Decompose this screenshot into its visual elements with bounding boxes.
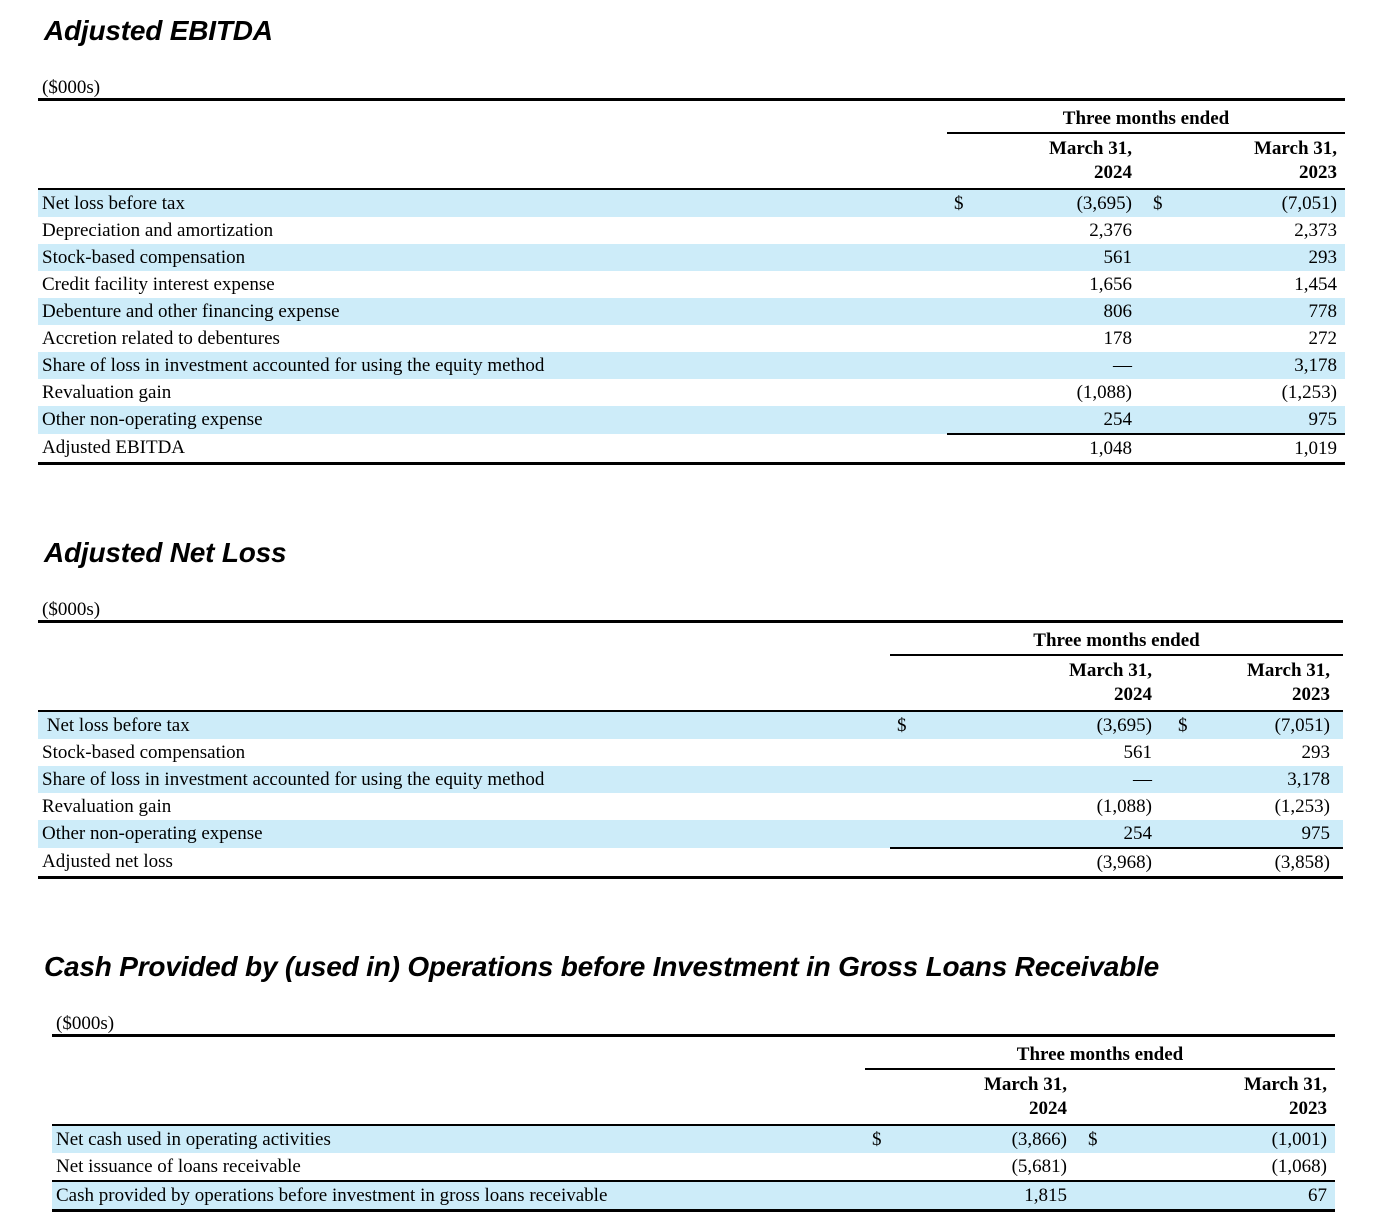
row-label: Revaluation gain [42, 381, 172, 403]
row-label: Other non-operating expense [38, 820, 890, 848]
value-2023: (1,253) [1281, 381, 1338, 403]
currency-symbol-2024 [890, 739, 920, 766]
value-2023: (1,068) [1271, 1155, 1328, 1177]
table-row [38, 298, 1345, 325]
header-spacer [38, 133, 947, 189]
value-2024: 254 [977, 406, 1140, 434]
row-label: Net loss before tax [38, 189, 947, 217]
value-2024: 2,376 [1089, 219, 1132, 241]
header-spacer [38, 655, 890, 711]
adjusted-net-loss-table [38, 628, 1343, 879]
header-spacer [38, 628, 890, 655]
currency-symbol-2024 [890, 848, 920, 878]
units-label: ($000s) [52, 1014, 1335, 1037]
column-header-2024 [865, 1069, 1075, 1125]
table-row [38, 217, 1345, 244]
period-header-row [52, 1042, 1335, 1069]
table-row [52, 1153, 1335, 1181]
table-row [38, 820, 1343, 848]
currency-symbol-2024 [947, 406, 977, 434]
value-2023: 293 [1301, 741, 1331, 763]
value-2024: (3,695) [977, 189, 1140, 217]
column-header-year: 2023 [1292, 684, 1331, 705]
column-header-year: 2023 [1299, 162, 1338, 183]
currency-symbol-2023 [1140, 298, 1176, 325]
value-2024: — [977, 352, 1140, 379]
currency-symbol-2023 [1140, 352, 1176, 379]
currency-symbol-2024 [947, 298, 977, 325]
column-header-year: 2023 [1289, 1098, 1328, 1119]
value-2024: 806 [977, 298, 1140, 325]
row-label: Accretion related to debentures [42, 327, 280, 349]
row-label: Adjusted EBITDA [38, 434, 947, 464]
currency-symbol-2024 [890, 766, 920, 793]
column-header-month: March 31, [1246, 660, 1331, 681]
row-label: Net cash used in operating activities [52, 1125, 865, 1153]
row-label: Net loss before tax [38, 711, 890, 739]
column-header-month: March 31, [1048, 138, 1132, 159]
currency-symbol-2023 [1140, 325, 1176, 352]
column-header-2023 [1075, 1069, 1335, 1125]
column-header-year: 2024 [1114, 684, 1152, 705]
currency-symbol-2023 [1165, 766, 1195, 793]
section-adjusted-ebitda [38, 0, 1376, 465]
currency-symbol-2023: $ [1140, 189, 1176, 217]
row-label: Revaluation gain [42, 795, 172, 817]
section-title: Adjusted Net Loss [44, 537, 287, 568]
row-label: Stock-based compensation [42, 741, 246, 763]
table-row [38, 406, 1345, 434]
table-row [38, 325, 1345, 352]
value-2024: 561 [977, 244, 1140, 271]
currency-symbol-2024 [947, 352, 977, 379]
header-spacer [52, 1042, 865, 1069]
currency-symbol-2024 [947, 271, 977, 298]
currency-symbol-2023 [1165, 820, 1195, 848]
units-label: ($000s) [38, 78, 1345, 101]
currency-symbol-2024 [947, 379, 977, 406]
currency-symbol-2024 [947, 244, 977, 271]
row-label: Adjusted net loss [38, 848, 890, 878]
value-2024: (3,695) [920, 711, 1165, 739]
currency-symbol-2024 [947, 434, 977, 464]
currency-symbol-2024: $ [890, 711, 920, 739]
value-2023: 975 [1195, 820, 1343, 848]
value-2023: (1,001) [1095, 1125, 1335, 1153]
table-row [38, 739, 1343, 766]
row-label: Depreciation and amortization [42, 219, 274, 241]
adjusted-ebitda-table [38, 106, 1345, 465]
value-2023: (3,858) [1195, 848, 1343, 878]
column-header-2024 [947, 133, 1140, 189]
row-label: Share of loss in investment accounted for using the equity method [38, 352, 947, 379]
value-2024: 1,815 [895, 1181, 1075, 1211]
header-spacer [52, 1069, 865, 1125]
currency-symbol-2023 [1165, 739, 1195, 766]
value-2024: 561 [1123, 741, 1152, 763]
value-2024: (1,088) [1096, 795, 1152, 817]
column-header-2023 [1165, 655, 1343, 711]
currency-symbol-2023 [1140, 244, 1176, 271]
table-row [38, 244, 1345, 271]
value-2024: (5,681) [1011, 1155, 1067, 1177]
value-2023: 1,454 [1294, 273, 1338, 295]
value-2023: 778 [1176, 298, 1345, 325]
table-row [38, 271, 1345, 298]
row-label: Cash provided by operations before investment in gross loans receivable [52, 1181, 865, 1211]
column-header-month: March 31, [1243, 1074, 1328, 1095]
value-2024: 1,656 [1089, 273, 1132, 295]
currency-symbol-2024 [947, 217, 977, 244]
value-2023: (1,253) [1274, 795, 1331, 817]
units-label: ($000s) [38, 600, 1343, 623]
value-2023: 3,178 [1195, 766, 1343, 793]
currency-symbol-2024 [947, 325, 977, 352]
column-header-row [38, 655, 1343, 711]
currency-symbol-2023 [1165, 793, 1195, 820]
table-row [38, 848, 1343, 878]
period-header-row [38, 106, 1345, 133]
value-2024: — [920, 766, 1165, 793]
value-2023: 293 [1176, 244, 1345, 271]
currency-symbol-2023: $ [1075, 1125, 1095, 1153]
row-label: Net issuance of loans receivable [56, 1155, 301, 1177]
column-header-2023 [1140, 133, 1345, 189]
currency-symbol-2024 [890, 820, 920, 848]
currency-symbol-2023 [1140, 406, 1176, 434]
value-2023: (7,051) [1176, 189, 1345, 217]
period-header: Three months ended [865, 1042, 1335, 1069]
row-label: Credit facility interest expense [42, 273, 275, 295]
column-header-2024 [890, 655, 1165, 711]
column-header-year: 2024 [1094, 162, 1132, 183]
table-row [38, 711, 1343, 739]
period-header-row [38, 628, 1343, 655]
row-label: Stock-based compensation [38, 244, 947, 271]
header-spacer [38, 106, 947, 133]
currency-symbol-2024 [865, 1153, 895, 1181]
column-header-month: March 31, [1253, 138, 1338, 159]
table-row [52, 1125, 1335, 1153]
value-2023: 272 [1308, 327, 1338, 349]
section-adjusted-net-loss [38, 536, 1376, 879]
row-label: Other non-operating expense [38, 406, 947, 434]
column-header-row [38, 133, 1345, 189]
section-title: Adjusted EBITDA [44, 15, 273, 46]
currency-symbol-2024: $ [865, 1125, 895, 1153]
currency-symbol-2023 [1140, 217, 1176, 244]
value-2024: (1,088) [1076, 381, 1132, 403]
value-2024: 254 [920, 820, 1165, 848]
column-header-row [52, 1069, 1335, 1125]
currency-symbol-2024: $ [947, 189, 977, 217]
table-row [38, 434, 1345, 464]
value-2023: 2,373 [1294, 219, 1338, 241]
row-label: Share of loss in investment accounted for using the equity method [38, 766, 890, 793]
column-header-year: 2024 [1029, 1098, 1067, 1119]
currency-symbol-2024 [890, 793, 920, 820]
value-2023: (7,051) [1195, 711, 1343, 739]
value-2023: 975 [1176, 406, 1345, 434]
value-2024: (3,968) [920, 848, 1165, 878]
table-row [38, 379, 1345, 406]
value-2023: 67 [1095, 1181, 1335, 1211]
cash-operations-table [52, 1042, 1335, 1212]
currency-symbol-2023 [1140, 271, 1176, 298]
table-row [38, 352, 1345, 379]
currency-symbol-2023 [1140, 434, 1176, 464]
currency-symbol-2023 [1140, 379, 1176, 406]
table-row [38, 766, 1343, 793]
value-2023: 3,178 [1176, 352, 1345, 379]
column-header-month: March 31, [1068, 660, 1152, 681]
table-row [38, 189, 1345, 217]
value-2024: 1,048 [977, 434, 1140, 464]
value-2024: 178 [1103, 327, 1132, 349]
currency-symbol-2023 [1075, 1153, 1095, 1181]
currency-symbol-2024 [865, 1181, 895, 1211]
section-title: Cash Provided by (used in) Operations before Investment in Gross Loans Receivable [44, 951, 1159, 982]
period-header: Three months ended [890, 628, 1343, 655]
table-row [52, 1181, 1335, 1211]
column-header-month: March 31, [983, 1074, 1067, 1095]
value-2023: 1,019 [1176, 434, 1345, 464]
row-label: Debenture and other financing expense [38, 298, 947, 325]
currency-symbol-2023 [1075, 1181, 1095, 1211]
section-cash-provided-by-operations [44, 950, 1376, 1212]
currency-symbol-2023 [1165, 848, 1195, 878]
period-header: Three months ended [947, 106, 1345, 133]
table-row [38, 793, 1343, 820]
value-2024: (3,866) [895, 1125, 1075, 1153]
currency-symbol-2023: $ [1165, 711, 1195, 739]
